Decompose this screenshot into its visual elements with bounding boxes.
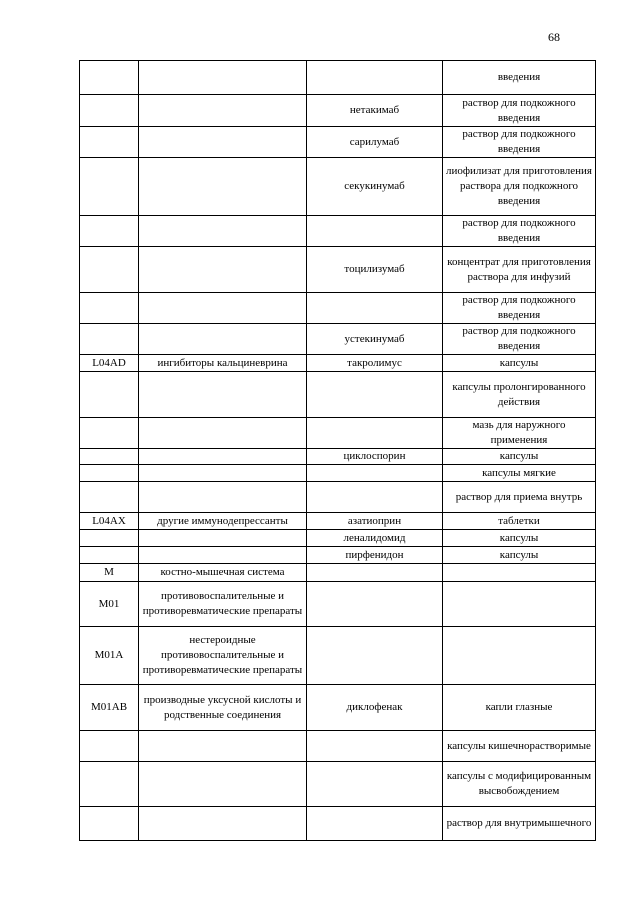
drug-name-cell: леналидомид <box>307 530 443 547</box>
group-name-cell <box>139 61 307 95</box>
group-name-cell <box>139 762 307 807</box>
drug-name-cell <box>307 465 443 482</box>
table-row <box>80 685 596 731</box>
dosage-form-cell: капсулы <box>443 355 596 372</box>
dosage-form-cell: концентрат для приготовления раствора для инфузий <box>443 247 596 293</box>
drug-name-cell <box>307 627 443 685</box>
atc-code-cell <box>80 158 139 216</box>
dosage-form-cell <box>443 582 596 627</box>
table-row <box>80 449 596 465</box>
dosage-form-cell: капсулы пролонгированного действия <box>443 372 596 418</box>
dosage-form-cell <box>443 564 596 582</box>
drug-name-cell <box>307 731 443 762</box>
table-row <box>80 627 596 685</box>
table-row <box>80 127 596 158</box>
dosage-form-cell: раствор для подкожного введения <box>443 324 596 355</box>
table-row <box>80 355 596 372</box>
group-name-cell <box>139 731 307 762</box>
page-number: 68 <box>548 30 560 44</box>
group-name-cell: костно-мышечная система <box>139 564 307 582</box>
group-name-cell: ингибиторы кальциневрина <box>139 355 307 372</box>
drug-name-cell <box>307 482 443 513</box>
atc-code-cell <box>80 807 139 841</box>
table-row <box>80 216 596 247</box>
atc-code-cell <box>80 95 139 127</box>
dosage-form-cell: введения <box>443 61 596 95</box>
dosage-form-cell: раствор для подкожного введения <box>443 127 596 158</box>
group-name-cell: противовоспалительные и противоревматические препараты <box>139 582 307 627</box>
atc-code-cell <box>80 127 139 158</box>
group-name-cell <box>139 465 307 482</box>
dosage-form-cell: капсулы <box>443 530 596 547</box>
dosage-form-cell: капсулы <box>443 547 596 564</box>
dosage-form-cell: раствор для подкожного введения <box>443 95 596 127</box>
atc-code-cell: M <box>80 564 139 582</box>
table-row <box>80 372 596 418</box>
dosage-form-cell: таблетки <box>443 513 596 530</box>
dosage-form-cell: капли глазные <box>443 685 596 731</box>
table-row <box>80 731 596 762</box>
drug-name-cell <box>307 293 443 324</box>
atc-code-cell <box>80 547 139 564</box>
group-name-cell <box>139 127 307 158</box>
atc-code-cell <box>80 247 139 293</box>
atc-code-cell <box>80 530 139 547</box>
drug-name-cell: циклоспорин <box>307 449 443 465</box>
drug-name-cell <box>307 564 443 582</box>
table-row <box>80 158 596 216</box>
drug-name-cell: пирфенидон <box>307 547 443 564</box>
table-row <box>80 61 596 95</box>
table-row <box>80 247 596 293</box>
dosage-form-cell: капсулы с модифицированным высвобождением <box>443 762 596 807</box>
atc-code-cell <box>80 465 139 482</box>
table-row <box>80 465 596 482</box>
dosage-form-cell: раствор для подкожного введения <box>443 216 596 247</box>
dosage-form-cell: лиофилизат для приготовления раствора для подкожного введения <box>443 158 596 216</box>
group-name-cell: производные уксусной кислоты и родственные соединения <box>139 685 307 731</box>
dosage-form-cell: капсулы <box>443 449 596 465</box>
drug-name-cell <box>307 372 443 418</box>
group-name-cell <box>139 530 307 547</box>
atc-code-cell <box>80 324 139 355</box>
drug-name-cell: секукинумаб <box>307 158 443 216</box>
group-name-cell <box>139 372 307 418</box>
atc-code-cell: M01AB <box>80 685 139 731</box>
group-name-cell <box>139 418 307 449</box>
group-name-cell: другие иммунодепрессанты <box>139 513 307 530</box>
drug-name-cell: диклофенак <box>307 685 443 731</box>
table-row <box>80 547 596 564</box>
atc-code-cell <box>80 61 139 95</box>
table-row <box>80 564 596 582</box>
drug-name-cell <box>307 418 443 449</box>
atc-code-cell: L04AD <box>80 355 139 372</box>
atc-code-cell <box>80 731 139 762</box>
atc-code-cell: L04AX <box>80 513 139 530</box>
drug-name-cell <box>307 216 443 247</box>
atc-code-cell <box>80 372 139 418</box>
group-name-cell <box>139 247 307 293</box>
drug-name-cell: тоцилизумаб <box>307 247 443 293</box>
table-row <box>80 482 596 513</box>
atc-code-cell <box>80 449 139 465</box>
atc-code-cell <box>80 482 139 513</box>
table-row <box>80 762 596 807</box>
group-name-cell <box>139 324 307 355</box>
dosage-form-cell <box>443 627 596 685</box>
dosage-form-cell: капсулы кишечнорастворимые <box>443 731 596 762</box>
drug-name-cell: азатиоприн <box>307 513 443 530</box>
group-name-cell <box>139 216 307 247</box>
group-name-cell <box>139 482 307 513</box>
group-name-cell <box>139 547 307 564</box>
dosage-form-cell: раствор для приема внутрь <box>443 482 596 513</box>
dosage-form-cell: раствор для подкожного введения <box>443 293 596 324</box>
drug-name-cell <box>307 61 443 95</box>
atc-code-cell: M01A <box>80 627 139 685</box>
group-name-cell <box>139 449 307 465</box>
atc-code-cell <box>80 418 139 449</box>
group-name-cell: нестероидные противовоспалительные и противоревматические препараты <box>139 627 307 685</box>
dosage-form-cell: мазь для наружного применения <box>443 418 596 449</box>
table-row <box>80 324 596 355</box>
table-row <box>80 513 596 530</box>
drug-name-cell <box>307 582 443 627</box>
atc-code-cell <box>80 762 139 807</box>
table-body <box>80 61 596 841</box>
group-name-cell <box>139 807 307 841</box>
group-name-cell <box>139 95 307 127</box>
drug-table <box>79 60 596 841</box>
table-row <box>80 95 596 127</box>
drug-name-cell: устекинумаб <box>307 324 443 355</box>
group-name-cell <box>139 158 307 216</box>
table-row <box>80 293 596 324</box>
table-row <box>80 530 596 547</box>
table-row <box>80 582 596 627</box>
dosage-form-cell: капсулы мягкие <box>443 465 596 482</box>
table-row <box>80 807 596 841</box>
group-name-cell <box>139 293 307 324</box>
drug-name-cell: сарилумаб <box>307 127 443 158</box>
drug-name-cell: нетакимаб <box>307 95 443 127</box>
drug-name-cell: такролимус <box>307 355 443 372</box>
dosage-form-cell: раствор для внутримышечного <box>443 807 596 841</box>
atc-code-cell: M01 <box>80 582 139 627</box>
drug-name-cell <box>307 762 443 807</box>
atc-code-cell <box>80 216 139 247</box>
atc-code-cell <box>80 293 139 324</box>
drug-name-cell <box>307 807 443 841</box>
table-row <box>80 418 596 449</box>
